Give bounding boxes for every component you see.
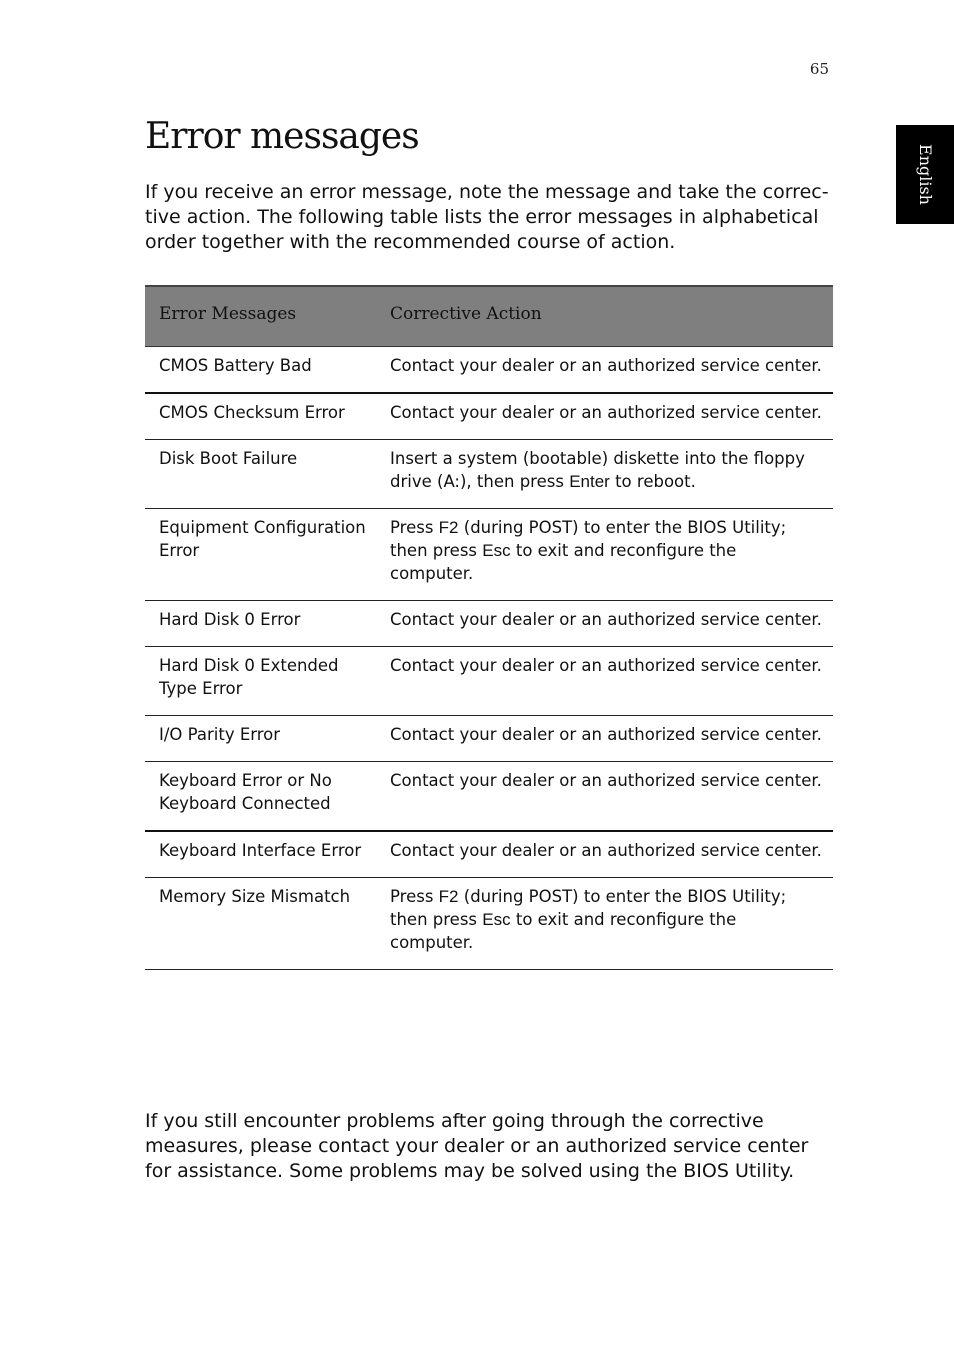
corrective-action-cell <box>376 646 833 715</box>
table-row <box>145 508 833 600</box>
action-text: to reboot. <box>609 471 696 491</box>
corrective-action-cell <box>376 346 833 393</box>
action-text: Contact your dealer or an authorized service center. <box>390 655 822 675</box>
table-row <box>145 715 833 761</box>
corrective-action-cell <box>376 508 833 600</box>
error-message-cell: Equipment Configuration Error <box>145 508 376 600</box>
key-name: F2 <box>438 886 459 906</box>
table-row <box>145 646 833 715</box>
header-corrective-action: Corrective Action <box>376 286 833 346</box>
action-text: to exit and reconfigure the computer. <box>390 540 737 583</box>
error-messages-table <box>145 285 833 970</box>
table-row <box>145 600 833 646</box>
action-text: (during POST) to enter the BIOS Utility; then press <box>390 517 787 560</box>
corrective-action-cell <box>376 715 833 761</box>
table-body <box>145 346 833 969</box>
error-message-cell: CMOS Battery Bad <box>145 346 376 393</box>
error-message-cell: Memory Size Mismatch <box>145 877 376 969</box>
page-title: Error messages <box>145 116 419 157</box>
table-row <box>145 761 833 831</box>
intro-paragraph: If you receive an error message, note the message and take the correc-tive action. The following table lists the error messages in alphabetical order together with the recommended course of action. <box>145 181 829 253</box>
corrective-action-cell <box>376 761 833 831</box>
action-text: Contact your dealer or an authorized service center. <box>390 840 822 860</box>
action-text: Contact your dealer or an authorized service center. <box>390 770 822 790</box>
corrective-action-cell <box>376 393 833 440</box>
action-text: Contact your dealer or an authorized service center. <box>390 724 822 744</box>
closing-paragraph: If you still encounter problems after going through the corrective measures, please contact your dealer or an authorized service center for assistance. Some problems may be solved using the BIOS Utility. <box>145 1110 809 1182</box>
error-message-cell: I/O Parity Error <box>145 715 376 761</box>
action-text: Contact your dealer or an authorized service center. <box>390 402 822 422</box>
key-name: Enter <box>569 471 610 491</box>
language-tab-label: English <box>915 144 935 205</box>
action-text: Contact your dealer or an authorized service center. <box>390 609 822 629</box>
language-tab <box>896 125 954 224</box>
error-message-cell: Disk Boot Failure <box>145 439 376 508</box>
action-text: Contact your dealer or an authorized service center. <box>390 355 822 375</box>
corrective-action-cell <box>376 877 833 969</box>
corrective-action-cell <box>376 600 833 646</box>
table-row <box>145 346 833 393</box>
corrective-action-cell <box>376 439 833 508</box>
table-row <box>145 877 833 969</box>
action-text: (during POST) to enter the BIOS Utility; then press <box>390 886 787 929</box>
action-text: Press <box>390 517 439 537</box>
error-message-cell: Hard Disk 0 Error <box>145 600 376 646</box>
table-row <box>145 831 833 878</box>
header-error-messages: Error Messages <box>145 286 376 346</box>
error-message-cell: CMOS Checksum Error <box>145 393 376 440</box>
key-name: Esc <box>482 540 511 560</box>
action-text: Press <box>390 886 439 906</box>
table-row <box>145 393 833 440</box>
key-name: F2 <box>438 517 459 537</box>
action-text: Insert a system (bootable) diskette into the floppy drive (A:), then press <box>390 448 805 491</box>
error-message-cell: Keyboard Error or No Keyboard Connected <box>145 761 376 831</box>
key-name: Esc <box>482 909 511 929</box>
corrective-action-cell <box>376 831 833 878</box>
table-row <box>145 439 833 508</box>
page-number: 65 <box>809 60 829 78</box>
table-header-row <box>145 286 833 346</box>
action-text: to exit and reconfigure the computer. <box>390 909 737 952</box>
error-message-cell: Keyboard Interface Error <box>145 831 376 878</box>
error-message-cell: Hard Disk 0 Extended Type Error <box>145 646 376 715</box>
